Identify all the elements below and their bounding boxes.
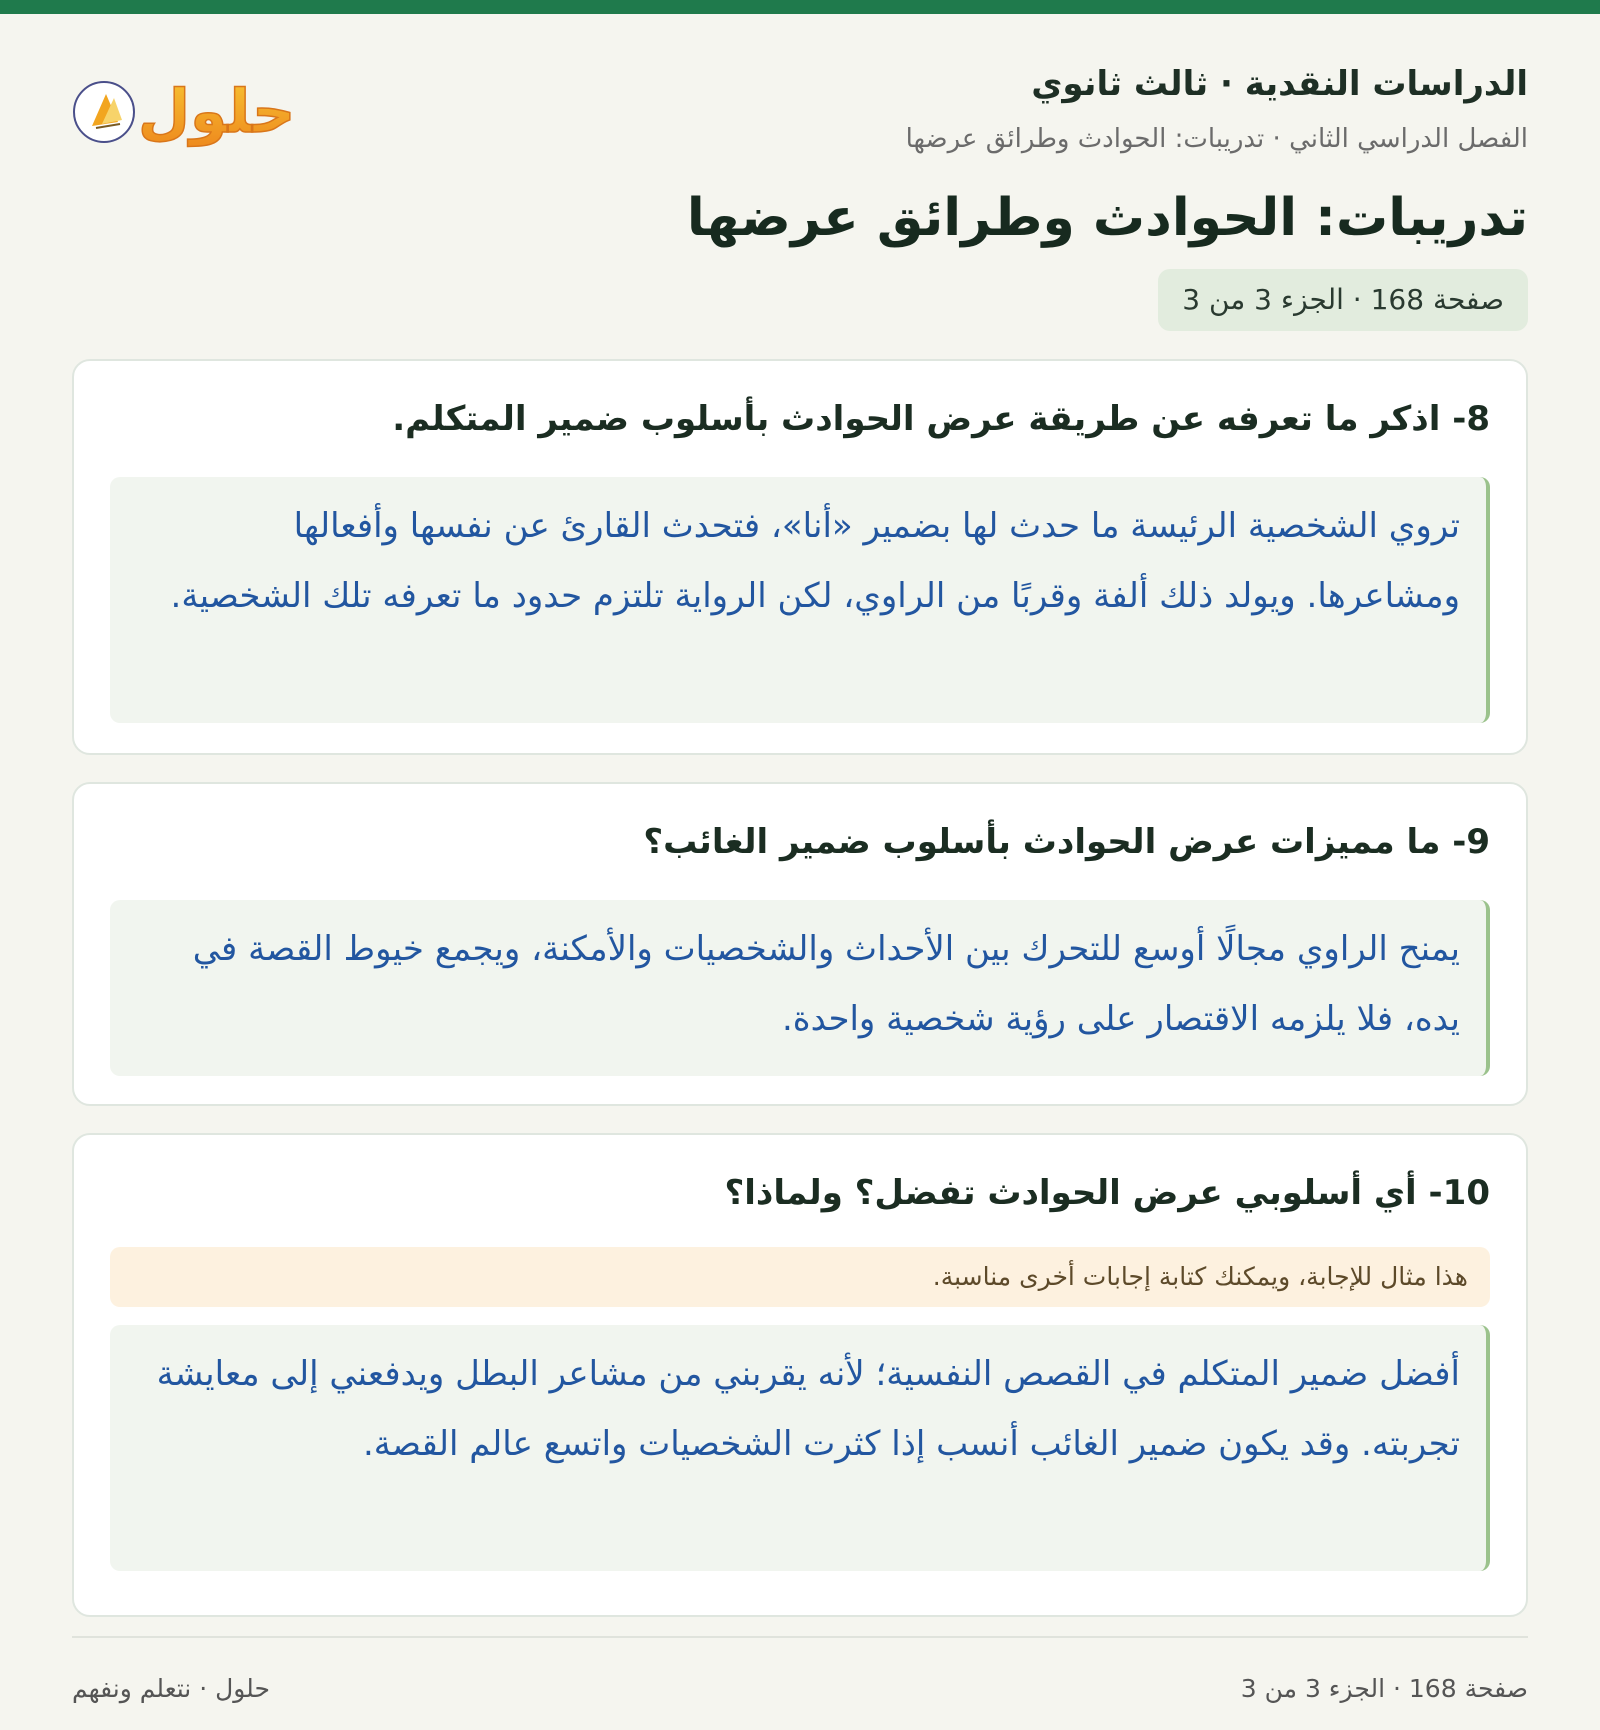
question-text: 10- أي أسلوبي عرض الحوادث تفضل؟ ولماذا؟ bbox=[724, 1173, 1490, 1213]
logo-wordmark: حلول bbox=[138, 77, 296, 147]
top-accent-bar bbox=[0, 0, 1600, 14]
footer-page-info: صفحة 168 · الجزء 3 من 3 bbox=[1240, 1674, 1528, 1703]
question-text: 9- ما مميزات عرض الحوادث بأسلوب ضمير الغائب؟ bbox=[643, 822, 1490, 862]
question-card bbox=[72, 1133, 1528, 1617]
hulul-logo[interactable] bbox=[72, 62, 312, 152]
footer-brand: حلول · نتعلم ونفهم bbox=[72, 1674, 270, 1703]
footer-divider bbox=[72, 1636, 1528, 1638]
course-title: الدراسات النقدية · ثالث ثانوي bbox=[1031, 64, 1528, 104]
page-header bbox=[72, 14, 1528, 316]
page-title: تدريبات: الحوادث وطرائق عرضها bbox=[686, 188, 1528, 248]
sample-answer-note: هذا مثال للإجابة، ويمكنك كتابة إجابات أخرى مناسبة. bbox=[110, 1247, 1490, 1307]
question-text: 8- اذكر ما تعرفه عن طريقة عرض الحوادث بأسلوب ضمير المتكلم. bbox=[392, 399, 1490, 439]
book-pages-icon bbox=[74, 82, 134, 142]
answer-box: تروي الشخصية الرئيسة ما حدث لها بضمير «أنا»، فتحدث القارئ عن نفسها وأفعالها ومشاعرها. ويولد ذلك ألفة وقربًا من الراوي، لكن الرواية تلتزم حدود ما تعرفه تلك الشخصية. bbox=[110, 477, 1490, 723]
question-card bbox=[72, 359, 1528, 755]
question-card bbox=[72, 782, 1528, 1106]
answer-box: أفضل ضمير المتكلم في القصص النفسية؛ لأنه يقربني من مشاعر البطل ويدفعني إلى معايشة تجربته. وقد يكون ضمير الغائب أنسب إذا كثرت الشخصيات واتسع عالم القصة. bbox=[110, 1325, 1490, 1571]
page-content bbox=[72, 14, 1528, 1703]
answer-box: يمنح الراوي مجالًا أوسع للتحرك بين الأحداث والشخصيات والأمكنة، ويجمع خيوط القصة في يده، فلا يلزمه الاقتصار على رؤية شخصية واحدة. bbox=[110, 900, 1490, 1076]
page-indicator-chip: صفحة 168 · الجزء 3 من 3 bbox=[1158, 269, 1528, 331]
breadcrumb: الفصل الدراسي الثاني · تدريبات: الحوادث وطرائق عرضها bbox=[905, 124, 1528, 154]
